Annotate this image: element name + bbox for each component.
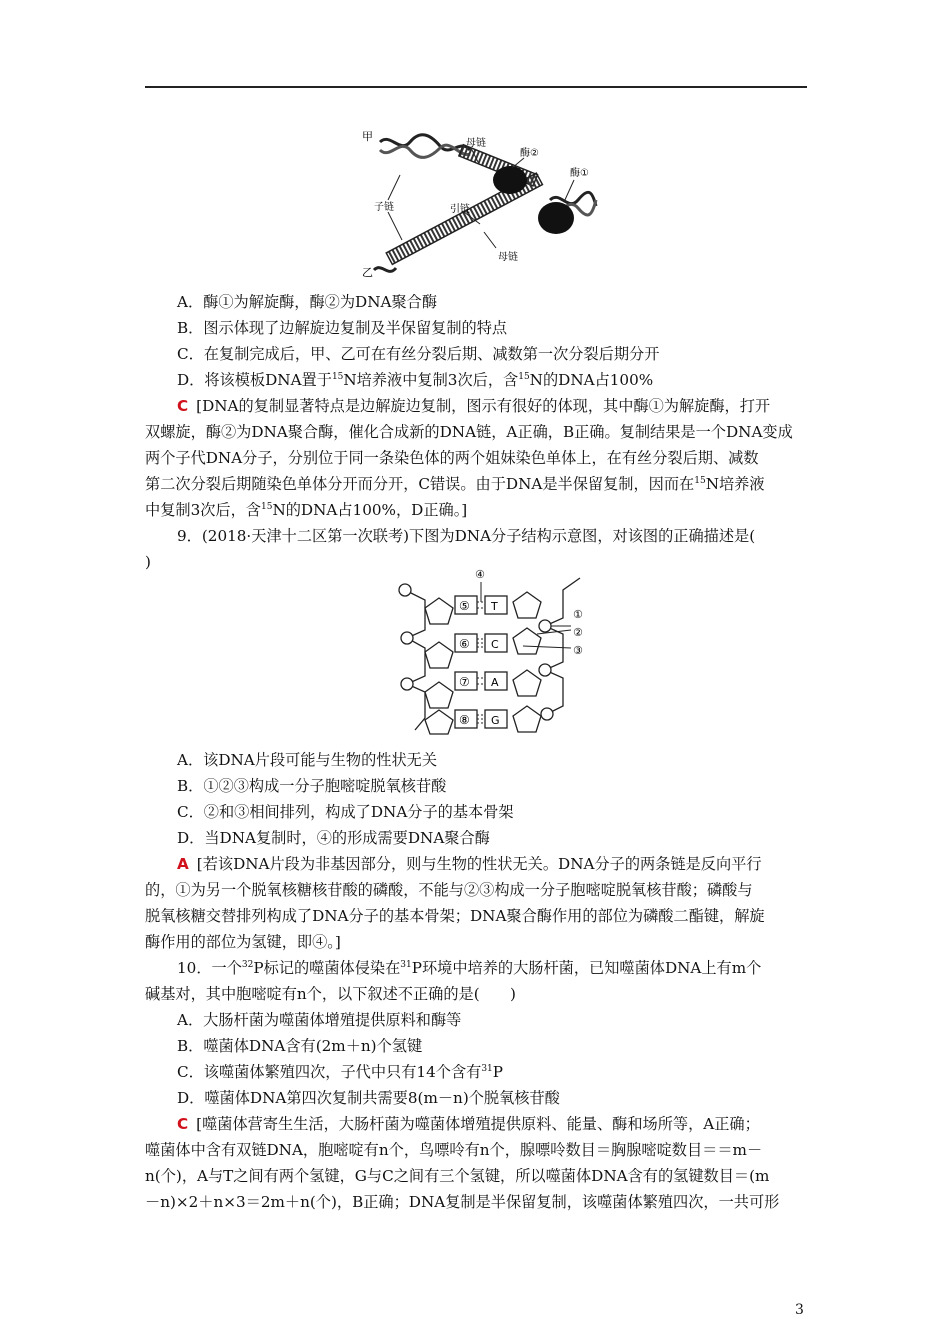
q10-explanation-line-2: 噬菌体中含有双链DNA，胞嘧啶有n个，鸟嘌呤有n个，腺嘌呤数目＝胸腺嘧啶数目＝＝m－ xyxy=(145,1141,763,1159)
q9-stem-close: ) xyxy=(145,553,151,571)
diagram-label-2: ② xyxy=(573,626,583,639)
label-parent-strand-top: 母链 xyxy=(466,138,486,149)
diagram-label-1: ① xyxy=(573,608,583,621)
q9-explanation-line-3: 脱氧核糖交替排列构成了DNA分子的基本骨架；DNA聚合酶作用的部位为磷酸二酯键，解旋 xyxy=(145,907,765,925)
diagram-number-6: ⑥ xyxy=(459,637,470,651)
diagram-base-c: C xyxy=(491,638,499,651)
label-parent-strand-bottom: 母链 xyxy=(498,252,518,263)
q10-option-c: C．该噬菌体繁殖四次，子代中只有14个含有$^{31}$P xyxy=(177,1063,504,1081)
q8-explanation-line-3: 两个子代DNA分子，分别位于同一条染色体的两个姐妹染色单体上，在有丝分裂后期、减数 xyxy=(145,449,759,467)
diagram-base-a: A xyxy=(491,676,499,689)
q10-stem: 10．一个$^{32}$P标记的噬菌体侵染在$^{31}$P环境中培养的大肠杆菌，已知噬菌体DNA上有m个 xyxy=(177,959,762,977)
q8-option-a: A．酶①为解旋酶，酶②为DNA聚合酶 xyxy=(177,293,438,311)
label-enzyme-2: 酶② xyxy=(520,148,539,159)
q8-option-d: D．将该模板DNA置于$^{15}$N培养液中复制3次后，含$^{15}$N的DNA占100% xyxy=(177,371,654,389)
label-yi: 乙 xyxy=(362,266,373,279)
dna-structure-diagram xyxy=(395,568,595,738)
q9-answer: A xyxy=(177,855,189,873)
header-rule xyxy=(145,86,807,88)
q10-explanation-line-1: C [噬菌体营寄生生活，大肠杆菌为噬菌体增殖提供原料、能量、酶和场所等，A正确； xyxy=(177,1115,760,1133)
diagram-number-8: ⑧ xyxy=(459,713,470,727)
label-primer: 引链 xyxy=(450,204,470,215)
q10-answer: C xyxy=(177,1115,189,1133)
diagram-label-3: ③ xyxy=(573,644,583,657)
label-enzyme-1: 酶① xyxy=(570,168,589,179)
q8-answer: C xyxy=(177,397,189,415)
q10-stem-line-2: 碱基对，其中胞嘧啶有n个，以下叙述不正确的是( ) xyxy=(145,985,516,1003)
diagram-number-5: ⑤ xyxy=(459,599,470,613)
q8-explanation-line-1: C [DNA的复制显著特点是边解旋边复制，图示有很好的体现，其中酶①为解旋酶，打开 xyxy=(177,397,771,415)
q10-explanation-line-4: －n)×2＋n×3＝2m＋n(个)，B正确；DNA复制是半保留复制，该噬菌体繁殖四次，一共可形 xyxy=(145,1193,780,1211)
q10-option-b: B．噬菌体DNA含有(2m＋n)个氢键 xyxy=(177,1037,423,1055)
q10-option-d: D．噬菌体DNA第四次复制共需要8(m－n)个脱氧核苷酸 xyxy=(177,1089,560,1107)
q10-option-a: A．大肠杆菌为噬菌体增殖提供原料和酶等 xyxy=(177,1011,462,1029)
diagram-number-7: ⑦ xyxy=(459,675,470,689)
q10-explanation-line-3: n(个)，A与T之间有两个氢键，G与C之间有三个氢键，所以噬菌体DNA含有的氢键数目＝(m xyxy=(145,1167,770,1185)
diagram-label-4: ④ xyxy=(475,568,485,581)
q9-explanation-line-2: 的，①为另一个脱氧核糖核苷酸的磷酸，不能与②③构成一分子胞嘧啶脱氧核苷酸；磷酸与 xyxy=(145,881,753,899)
q8-explanation-line-2: 双螺旋，酶②为DNA聚合酶，催化合成新的DNA链，A正确，B正确。复制结果是一个DNA变成 xyxy=(145,423,793,441)
q9-option-c: C．②和③相间排列，构成了DNA分子的基本骨架 xyxy=(177,803,514,821)
q8-option-b: B．图示体现了边解旋边复制及半保留复制的特点 xyxy=(177,319,508,337)
q9-explanation-line-1: A [若该DNA片段为非基因部分，则与生物的性状无关。DNA分子的两条链是反向平行 xyxy=(177,855,762,873)
diagram-base-t: T xyxy=(491,600,498,613)
q9-explanation-line-4: 酶作用的部位为氢键，即④。] xyxy=(145,933,341,951)
q9-option-d: D．当DNA复制时，④的形成需要DNA聚合酶 xyxy=(177,829,490,847)
q8-option-c: C．在复制完成后，甲、乙可在有丝分裂后期、减数第一次分裂后期分开 xyxy=(177,345,660,363)
enzyme-2 xyxy=(493,166,527,194)
dna-replication-figure xyxy=(360,120,600,280)
q9-option-b: B．①②③构成一分子胞嘧啶脱氧核苷酸 xyxy=(177,777,447,795)
page-number: 3 xyxy=(795,1302,804,1318)
q9-option-a: A．该DNA片段可能与生物的性状无关 xyxy=(177,751,438,769)
label-jia: 甲 xyxy=(362,130,373,143)
q9-stem: 9．(2018·天津十二区第一次联考)下图为DNA分子结构示意图，对该图的正确描述是( xyxy=(177,527,756,545)
label-daughter-strand: 子链 xyxy=(374,202,394,213)
q8-explanation-line-5: 中复制3次后，含$^{15}$N的DNA占100%，D正确。] xyxy=(145,501,468,519)
q8-explanation-line-4: 第二次分裂后期随染色单体分开而分开，C错误。由于DNA是半保留复制，因而在$^{15}$N培养液 xyxy=(145,475,765,493)
diagram-base-g: G xyxy=(491,714,500,727)
enzyme-1 xyxy=(538,202,574,234)
